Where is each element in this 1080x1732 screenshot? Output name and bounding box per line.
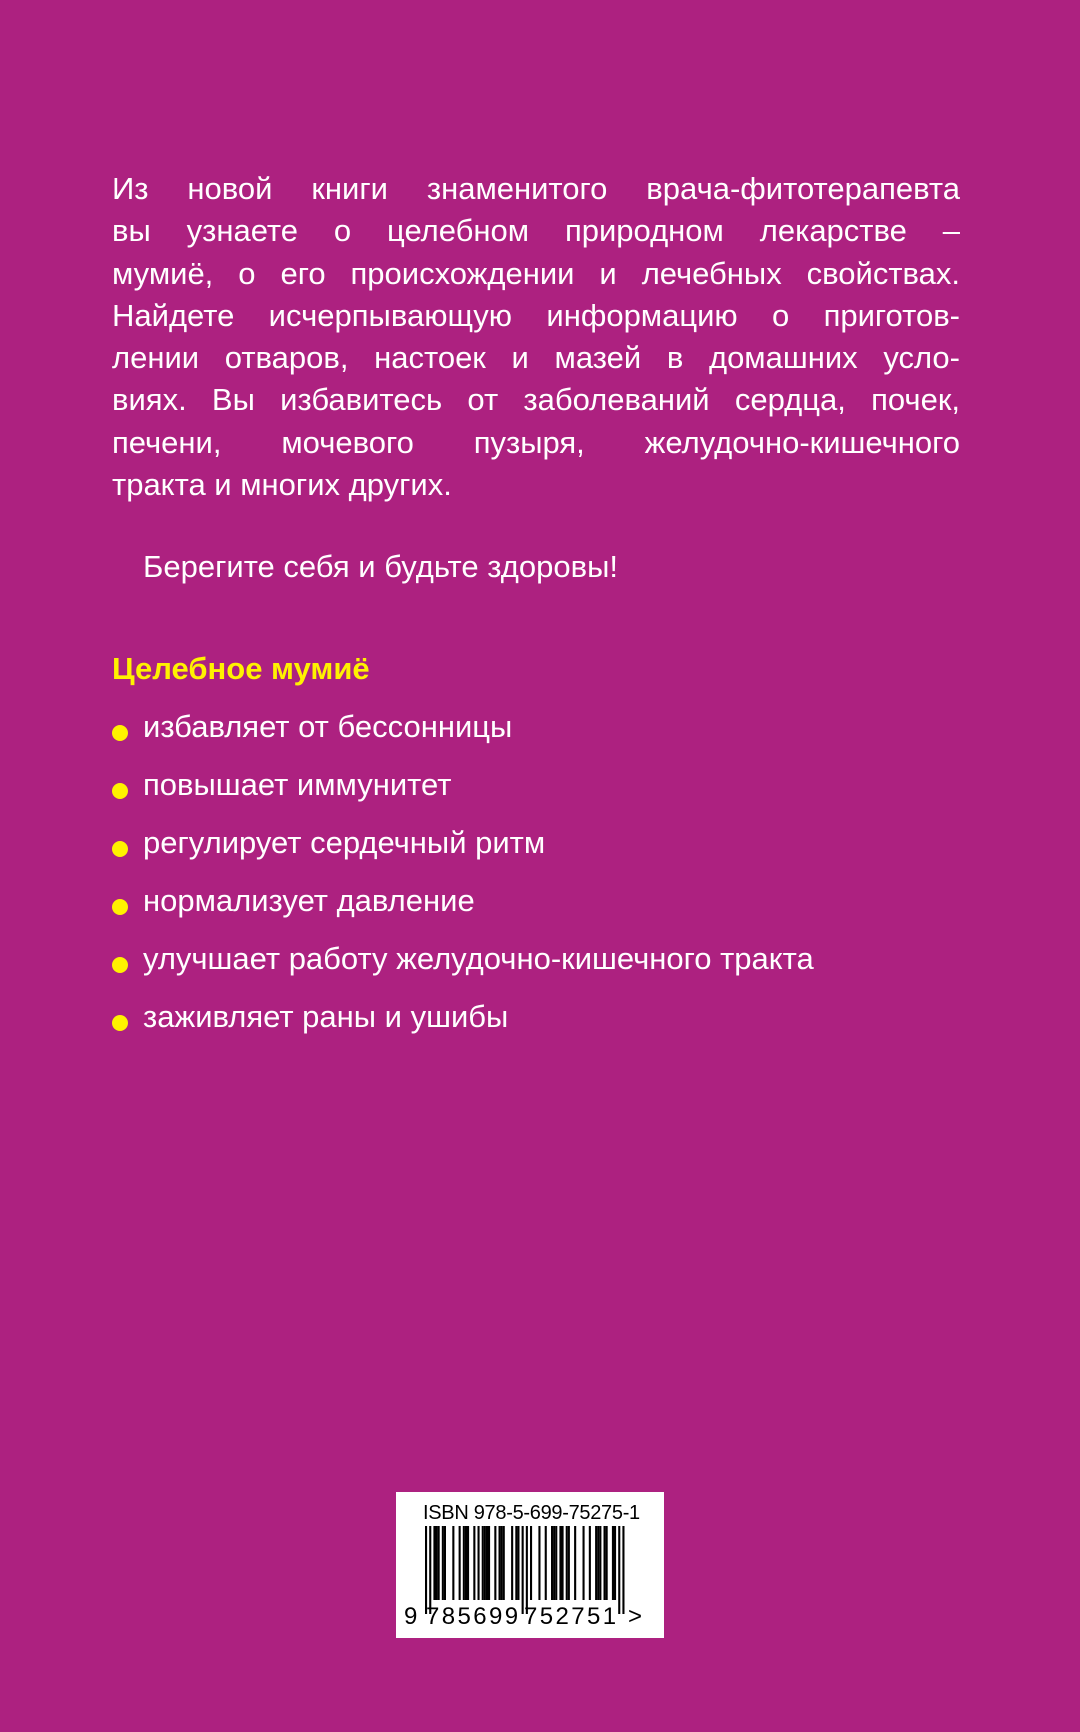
barcode-bar: [501, 1526, 503, 1600]
barcode-bar: [551, 1526, 553, 1600]
barcode-bar: [452, 1526, 454, 1600]
barcode-bar: [566, 1526, 568, 1600]
barcode-bar: [442, 1526, 444, 1600]
barcode-bar: [545, 1526, 547, 1600]
barcode-bar: [517, 1526, 519, 1600]
description-line: мумиё, о его происхождении и лечебных свойствах.: [112, 255, 960, 291]
benefit-text: избавляет от бессонницы: [143, 709, 513, 744]
barcode-bar: [555, 1526, 557, 1600]
isbn-number: ISBN 978-5-699-75275-1: [423, 1502, 640, 1524]
benefit-text: регулирует сердечный ритм: [143, 825, 546, 860]
bullet-dot-icon: [112, 783, 128, 799]
barcode-bar: [459, 1526, 461, 1600]
isbn-barcode: [396, 1492, 664, 1638]
benefit-item: [112, 880, 814, 938]
barcode-right-group: 752751: [524, 1603, 619, 1630]
barcode-bar: [473, 1526, 475, 1600]
barcode-bar: [597, 1526, 599, 1600]
barcode-bar: [574, 1526, 576, 1600]
benefit-item: [112, 938, 814, 996]
description-line: лении отваров, настоек и мазей в домашних усло-: [112, 340, 960, 376]
barcode-bar: [612, 1526, 614, 1600]
barcode-bar: [568, 1526, 570, 1600]
benefit-text: повышает иммунитет: [143, 767, 452, 802]
barcode-bar: [503, 1526, 505, 1600]
barcode-bar: [614, 1526, 616, 1600]
bullet-dot-icon: [112, 841, 128, 857]
barcode-bar: [538, 1526, 540, 1600]
barcode-bar: [438, 1526, 440, 1600]
farewell-text: Берегите себя и будьте здоровы!: [143, 549, 618, 584]
description-line: Из новой книги знаменитого врача-фитотерапевта: [112, 171, 960, 206]
description-line: виях. Вы избавитесь от заболеваний сердца, почек,: [112, 382, 960, 418]
barcode-bar: [595, 1526, 597, 1600]
bullet-dot-icon: [112, 899, 128, 915]
barcode-guard-bar: [429, 1526, 431, 1614]
barcode-quiet-mark: >: [628, 1603, 643, 1630]
barcode-bar: [553, 1526, 555, 1600]
barcode-bar: [494, 1526, 496, 1600]
barcode-bar: [559, 1526, 561, 1600]
barcode-bar: [599, 1526, 601, 1600]
barcode-bar: [515, 1526, 517, 1600]
description-line: тракта и многих других.: [112, 467, 452, 503]
barcode-bar: [606, 1526, 608, 1600]
barcode-bar: [463, 1526, 465, 1600]
barcode-bar: [589, 1526, 591, 1600]
bullet-dot-icon: [112, 725, 128, 741]
barcode-bar: [499, 1526, 501, 1600]
benefit-text: заживляет раны и ушибы: [143, 999, 509, 1034]
barcode-guard-bar: [618, 1526, 620, 1614]
barcode-guard-bar: [425, 1526, 427, 1614]
barcode-bar: [433, 1526, 435, 1600]
bullet-dot-icon: [112, 957, 128, 973]
description-line: печени, мочевого пузыря, желудочно-кишечного: [112, 424, 960, 460]
barcode-bar: [530, 1526, 532, 1600]
barcode-bar: [484, 1526, 486, 1600]
barcode-guard-bar: [622, 1526, 624, 1614]
barcode-bar: [488, 1526, 490, 1600]
barcode-bar: [511, 1526, 513, 1600]
barcode-bar: [604, 1526, 606, 1600]
barcode-bar: [482, 1526, 484, 1600]
benefit-item: [112, 996, 814, 1054]
bullet-dot-icon: [112, 1015, 128, 1031]
benefits-list: [112, 706, 814, 1054]
description-line: вы узнаете о целебном природном лекарстве –: [112, 213, 960, 249]
benefits-title: Целебное мумиё: [112, 651, 370, 686]
benefit-text: нормализует давление: [143, 883, 475, 918]
barcode-bar: [486, 1526, 488, 1600]
benefit-item: [112, 764, 814, 822]
barcode-bar: [467, 1526, 469, 1600]
benefit-text: улучшает работу желудочно-кишечного тракта: [143, 941, 814, 976]
barcode-bar: [444, 1526, 446, 1600]
barcode-bar: [583, 1526, 585, 1600]
barcode-guard-bar: [522, 1526, 524, 1614]
barcode-bar: [478, 1526, 480, 1600]
barcode-left-group: 785699: [426, 1603, 521, 1630]
barcode-guard-bar: [526, 1526, 528, 1614]
barcode-bar: [562, 1526, 564, 1600]
book-description: [112, 168, 960, 506]
barcode-first-digit: 9: [404, 1603, 418, 1630]
benefit-item: [112, 706, 814, 764]
benefit-item: [112, 822, 814, 880]
description-line: Найдете исчерпывающую информацию о приготов-: [112, 297, 960, 333]
barcode-digits: [396, 1602, 664, 1632]
barcode-bar: [465, 1526, 467, 1600]
barcode-bar: [436, 1526, 438, 1600]
